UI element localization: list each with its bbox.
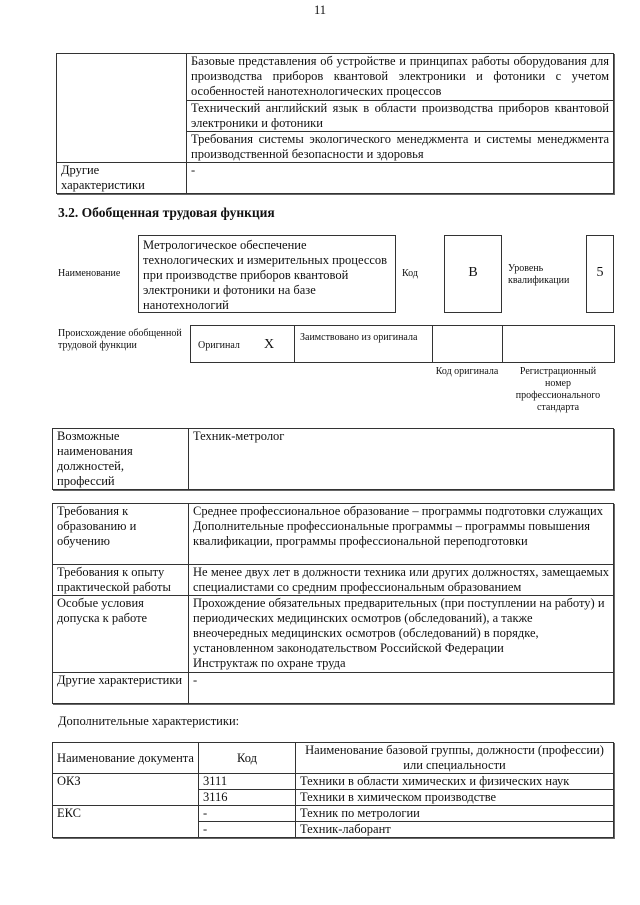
knowledge-table [56,53,614,194]
section-heading: 3.2. Обобщенная трудовая функция [58,205,275,220]
table-row [53,774,614,790]
registration-number-caption: Регистрационный номер профессионального стандарта [515,366,601,413]
requirements-table [52,503,614,704]
function-name-box: Метрологическое обеспечение технологических и измерительных процессов при производстве приборов квантовой электроники и фотоники на базе нанотехнологий [138,235,396,313]
name-label: Наименование [58,268,121,279]
group-name-cell: Техник по метрологии [296,806,614,822]
special-conditions-line: Прохождение обязательных предварительных (при поступлении на работу) и периодических медицинских осмотров (обследований), а также внеочередных медицинских осмотров (обследований) в порядке, установленном законодательством Российской Федерации [193,596,605,655]
knowledge-item: Требования системы экологического менеджмента и системы менеджмента производственной безопасности и здоровья [187,132,614,163]
other-characteristics-label: Другие характеристики [57,163,187,194]
code-cell: - [199,806,296,822]
header-document: Наименование документа [53,743,199,774]
group-name-cell: Техник-лаборант [296,822,614,838]
special-conditions-label: Особые условия допуска к работе [53,596,189,673]
knowledge-label-cell [57,54,187,163]
header-code: Код [199,743,296,774]
other-characteristics-value: - [187,163,614,194]
level-label: Уровень квалификации [508,263,570,286]
level-value: 5 [596,265,604,280]
other-value: - [189,673,614,704]
code-value: B [468,265,478,280]
document-cell: ЕКС [53,806,199,838]
experience-line: Не менее двух лет в должности техника или других должностях, замещаемых специалистами со средним профессиональным образованием [189,565,614,596]
education-line: Среднее профессиональное образование – программы подготовки служащих [193,504,603,518]
code-original-caption: Код оригинала [435,366,499,377]
original-label: Оригинал [198,340,240,351]
positions-value: Техник-метролог [189,429,614,490]
original-mark: X [264,337,275,352]
additional-title: Дополнительные характеристики: [58,714,240,728]
special-conditions-line: Инструктаж по охране труда [193,656,346,670]
header-group-name: Наименование базовой группы, должности (профессии) или специальности [296,743,614,774]
group-name-cell: Техники в химическом производстве [296,790,614,806]
knowledge-item: Технический английский язык в области производства приборов квантовой электроники и фотоники [187,101,614,132]
code-cell: - [199,822,296,838]
knowledge-item: Базовые представления об устройстве и принципах работы оборудования для производства приборов квантовой электроники и фотоники с учетом особенностей нанотехнологических процессов [187,54,614,101]
table-row [53,806,614,822]
education-label: Требования к образованию и обучению [53,504,189,565]
code-cell: 3111 [199,774,296,790]
education-line: Дополнительные профессиональные программы – программы повышения квалификации, программы профессиональной переподготовки [193,519,590,548]
page-number: 11 [313,3,327,17]
code-label: Код [402,268,418,279]
group-name-cell: Техники в области химических и физических наук [296,774,614,790]
borrowed-label: Заимствовано из оригинала [300,332,418,343]
origin-label: Происхождение обобщенной трудовой функции [58,328,182,351]
code-cell: 3116 [199,790,296,806]
positions-label: Возможные наименования должностей, профессий [53,429,189,490]
other-label: Другие характеристики [53,673,189,704]
experience-label: Требования к опыту практической работы [53,565,189,596]
additional-table [52,742,614,838]
document-cell: ОКЗ [53,774,199,806]
positions-table [52,428,614,490]
